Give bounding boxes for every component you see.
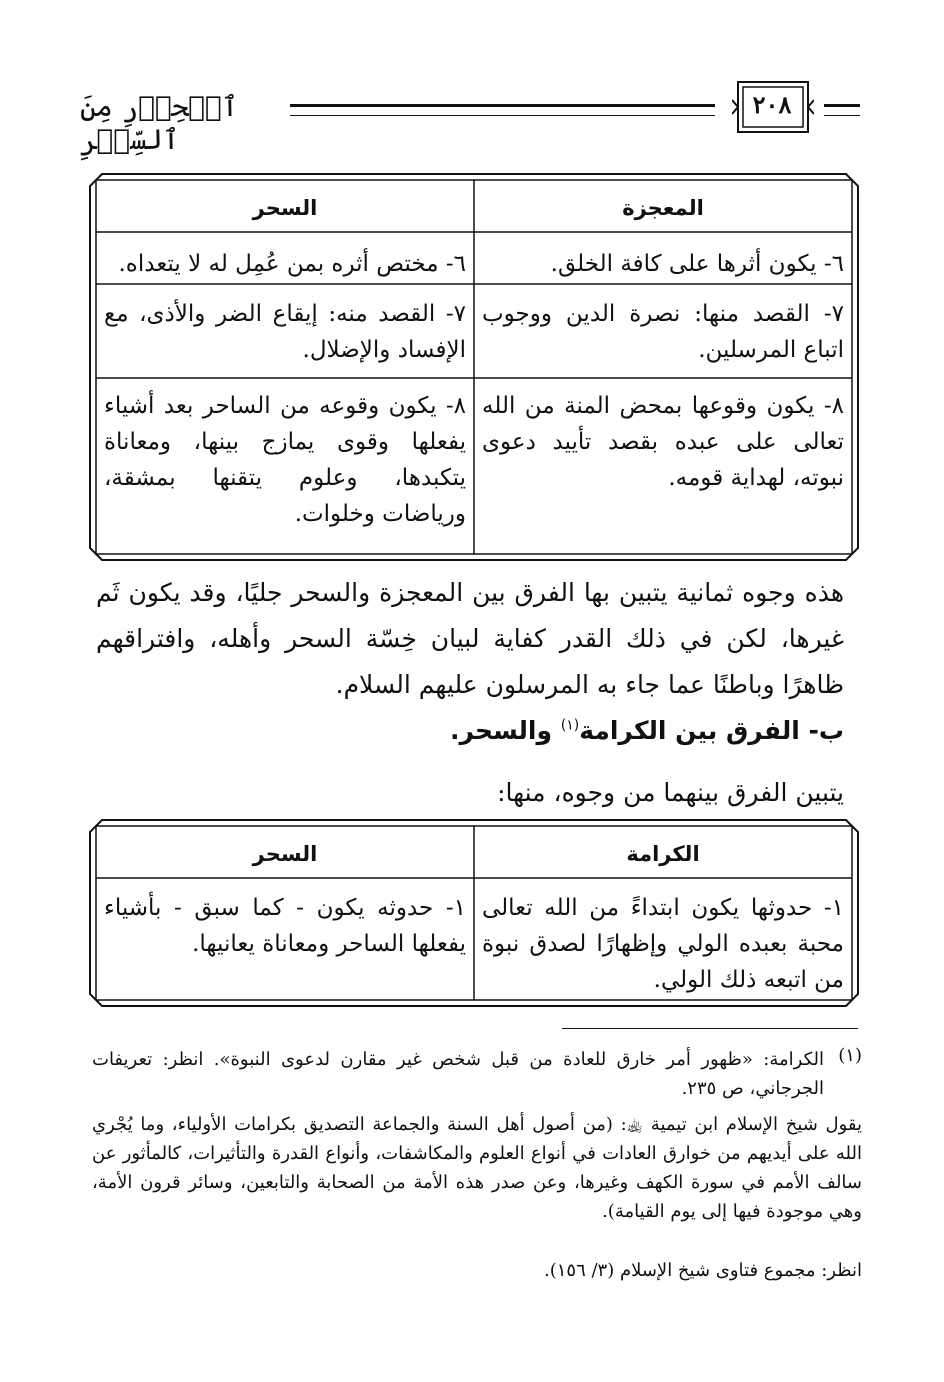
miracle-row-8: ٨- يكون وقوعها بمحض المنة من الله تعالى على عبده بقصد تأييد دعوى نبوته، لهداية قومه.	[482, 393, 844, 491]
magic-row-8: ٨- يكون وقوعه من الساحر بعد أشياء يفعلها وقوى يمازج بينها، ومعاناة يتكبدها، وعلوم يتقنها بمشقة، ورياضات وخلوات.	[104, 393, 466, 527]
header-rule-right	[824, 104, 860, 116]
header-magic: السحر	[252, 196, 318, 220]
magic-row-6: ٦- مختص أثره بمن عُمِل له لا يتعداه.	[118, 251, 466, 277]
header-rule-left	[290, 104, 715, 116]
section-heading-end: والسحر.	[450, 716, 561, 745]
body-paragraph: هذه وجوه ثمانية يتبين بها الفرق بين المعجزة والسحر جليًا، وقد يكون ثَم غيرها، لكن في ذلك القدر كفاية لبيان خِسّة السحر وأهله، وافتراقهم ظاهرًا وباطنًا عما جاء به المرسلون عليهم السلام.	[96, 578, 844, 699]
section-heading	[96, 716, 844, 745]
section-heading-start: ب- الفرق بين الكرامة	[579, 716, 844, 745]
header-miracle: المعجزة	[622, 196, 704, 220]
footnote-reference[interactable]: (١)	[560, 717, 580, 734]
miracle-row-6: ٦- يكون أثرها على كافة الخلق.	[550, 251, 844, 277]
page-number: ٢٠٨	[752, 90, 792, 119]
book-title: ٱلۡحِذۡرِ مِنَ ٱلسِّحۡرِ	[80, 90, 239, 156]
comparison-table-miracle-magic	[88, 172, 860, 562]
header-magic-2: السحر	[252, 842, 318, 866]
footnote-separator	[562, 1028, 858, 1029]
footnote-quote: يقول شيخ الإسلام ابن تيمية ﵀: (من أصول أهل السنة والجماعة التصديق بكرامات الأولياء، وما يُجْري الله على أيديهم من خوارق العادات في أنواع العلوم والمكاشفات، وأنواع القدرة والتأثيرات، كالمأثور عن سالف الأمم في سورة الكهف وغيرها، وعن صدر هذه الأمة من الصحابة والتابعين، وسائر قرون الأمة، وهي موجودة فيها إلى يوم القيامة).	[92, 1114, 862, 1222]
section-intro: يتبين الفرق بينهما من وجوه، منها:	[497, 778, 844, 807]
karama-row-1: ١- حدوثها يكون ابتداءً من الله تعالى محبة بعبده الولي وإظهارًا لصدق نبوة من اتبعه ذلك الولي.	[482, 895, 844, 993]
footnote-definition: الكرامة: «ظهور أمر خارق للعادة من قبل شخص غير مقارن لدعوى النبوة». انظر: تعريفات الجرجاني، ص ٢٣٥.	[92, 1049, 824, 1099]
header-karama: الكرامة	[626, 842, 700, 866]
magic-row-1: ١- حدوثه يكون - كما سبق - بأشياء يفعلها الساحر ومعاناة يعانيها.	[104, 895, 466, 957]
comparison-table-karama-magic	[88, 818, 860, 1008]
magic-row-7: ٧- القصد منه: إيقاع الضر والأذى، مع الإفساد والإضلال.	[104, 301, 466, 363]
running-header	[80, 78, 860, 156]
footnote-number: (١)	[838, 1045, 862, 1066]
miracle-row-7: ٧- القصد منها: نصرة الدين ووجوب اتباع المرسلين.	[482, 301, 844, 363]
footnote-reference-source: انظر: مجموع فتاوى شيخ الإسلام (٣/ ١٥٦).	[543, 1260, 862, 1281]
